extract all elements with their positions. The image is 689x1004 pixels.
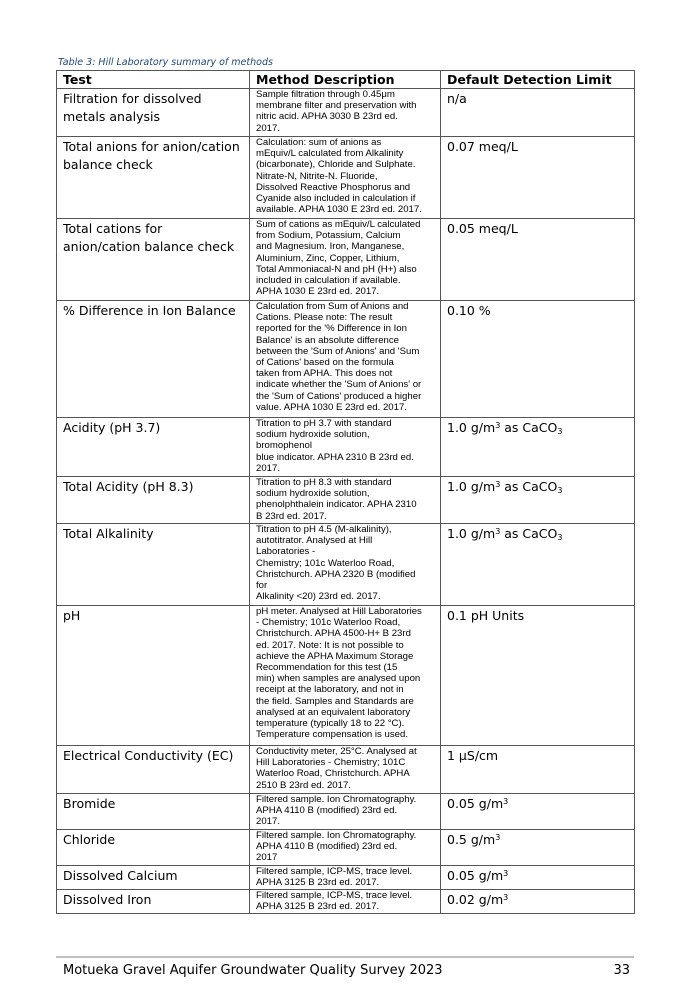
limit-value: 1.0 g/m bbox=[447, 526, 496, 541]
limit-superscript: 3 bbox=[495, 480, 501, 489]
limit-unit: as CaCO bbox=[500, 479, 558, 494]
header-method-description: Method Description bbox=[250, 71, 441, 89]
table-row bbox=[57, 606, 635, 746]
table-row bbox=[57, 830, 635, 866]
method-cell: Calculation: sum of anions as mEquiv/L calculated from Alkalinity (bicarbonate), Chloride and Sulphate. Nitrate-N, Nitrite-N. Fluoride, Dissolved Reactive Phosphorus and Cyanide also included in calculation if available. APHA 1030 E 23rd ed. 2017. bbox=[250, 137, 441, 219]
method-cell: Filtered sample, ICP-MS, trace level. APHA 3125 B 23rd ed. 2017. bbox=[250, 866, 441, 890]
method-cell: Sum of cations as mEquiv/L calculated from Sodium, Potassium, Calcium and Magnesium. Iron, Manganese, Aluminium, Zinc, Copper, Lithium, Total Ammoniacal-N and pH (H+) also included in calculation if available. APHA 1030 E 23rd ed. 2017. bbox=[250, 219, 441, 301]
method-cell: Sample filtration through 0.45μm membrane filter and preservation with nitric acid. APHA 3030 B 23rd ed. 2017. bbox=[250, 89, 441, 137]
limit-superscript: 3 bbox=[503, 893, 509, 902]
footer-title: Motueka Gravel Aquifer Groundwater Quality Survey 2023 bbox=[63, 963, 443, 978]
method-cell: Titration to pH 4.5 (M-alkalinity), autotitrator. Analysed at Hill Laboratories - Chemistry; 101c Waterloo Road, Christchurch. APHA 2320 B (modified for Alkalinity <20) 23rd ed. 2017. bbox=[250, 524, 441, 606]
limit-cell: 0.07 meq/L bbox=[441, 137, 635, 219]
test-cell: Electrical Conductivity (EC) bbox=[57, 746, 250, 794]
table-row bbox=[57, 866, 635, 890]
limit-subscript: 3 bbox=[557, 533, 563, 542]
test-cell: Total anions for anion/cation balance check bbox=[57, 137, 250, 219]
method-cell: Titration to pH 3.7 with standard sodium hydroxide solution, bromophenol blue indicator. APHA 2310 B 23rd ed. 2017. bbox=[250, 418, 441, 477]
limit-value: 0.5 g/m bbox=[447, 832, 496, 847]
limit-cell bbox=[441, 890, 635, 914]
test-cell: Total Alkalinity bbox=[57, 524, 250, 606]
test-cell: pH bbox=[57, 606, 250, 746]
footer-divider bbox=[56, 956, 634, 958]
method-cell: Titration to pH 8.3 with standard sodium hydroxide solution, phenolphthalein indicator. APHA 2310 B 23rd ed. 2017. bbox=[250, 477, 441, 524]
page-number: 33 bbox=[613, 963, 630, 978]
limit-superscript: 3 bbox=[495, 421, 501, 430]
test-cell: Dissolved Calcium bbox=[57, 866, 250, 890]
limit-superscript: 3 bbox=[495, 833, 501, 842]
limit-value: 0.05 g/m bbox=[447, 796, 504, 811]
limit-superscript: 3 bbox=[503, 797, 509, 806]
header-test: Test bbox=[57, 71, 250, 89]
limit-value: 0.02 g/m bbox=[447, 892, 504, 907]
test-cell: % Difference in Ion Balance bbox=[57, 301, 250, 418]
table-row bbox=[57, 219, 635, 301]
table-row bbox=[57, 477, 635, 524]
method-cell: pH meter. Analysed at Hill Laboratories - Chemistry; 101c Waterloo Road, Christchurch. APHA 4500-H+ B 23rd ed. 2017. Note: It is not possible to achieve the APHA Maximum Storage Recommendation for this test (15 min) when samples are analysed upon receipt at the laboratory, and not in the field. Samples and Standards are analysed at an equivalent laboratory temperature (typically 18 to 22 °C). Temperature compensation is used. bbox=[250, 606, 441, 746]
test-cell: Total Acidity (pH 8.3) bbox=[57, 477, 250, 524]
table-row bbox=[57, 418, 635, 477]
limit-subscript: 3 bbox=[557, 427, 563, 436]
limit-cell: 1 μS/cm bbox=[441, 746, 635, 794]
limit-cell bbox=[441, 477, 635, 524]
methods-table bbox=[56, 70, 635, 914]
test-cell: Chloride bbox=[57, 830, 250, 866]
limit-subscript: 3 bbox=[557, 486, 563, 495]
table-caption: Table 3: Hill Laboratory summary of methods bbox=[58, 57, 273, 68]
test-cell: Bromide bbox=[57, 794, 250, 830]
limit-unit: as CaCO bbox=[500, 526, 558, 541]
limit-value: 1.0 g/m bbox=[447, 479, 496, 494]
test-cell: Dissolved Iron bbox=[57, 890, 250, 914]
limit-superscript: 3 bbox=[503, 869, 509, 878]
limit-cell bbox=[441, 524, 635, 606]
limit-superscript: 3 bbox=[495, 527, 501, 536]
table-row bbox=[57, 301, 635, 418]
test-cell: Acidity (pH 3.7) bbox=[57, 418, 250, 477]
table-row bbox=[57, 746, 635, 794]
method-cell: Conductivity meter, 25°C. Analysed at Hill Laboratories - Chemistry; 101C Waterloo Road, Christchurch. APHA 2510 B 23rd ed. 2017. bbox=[250, 746, 441, 794]
table-row bbox=[57, 137, 635, 219]
limit-cell: 0.10 % bbox=[441, 301, 635, 418]
method-cell: Filtered sample, ICP-MS, trace level. APHA 3125 B 23rd ed. 2017. bbox=[250, 890, 441, 914]
table-row bbox=[57, 89, 635, 137]
method-cell: Filtered sample. Ion Chromatography. APHA 4110 B (modified) 23rd ed. 2017 bbox=[250, 830, 441, 866]
limit-cell bbox=[441, 794, 635, 830]
limit-cell: n/a bbox=[441, 89, 635, 137]
limit-cell: 0.05 meq/L bbox=[441, 219, 635, 301]
table-row bbox=[57, 890, 635, 914]
limit-value: 0.05 g/m bbox=[447, 868, 504, 883]
test-cell: Total cations for anion/cation balance check bbox=[57, 219, 250, 301]
table-row bbox=[57, 794, 635, 830]
table-row bbox=[57, 524, 635, 606]
test-cell: Filtration for dissolved metals analysis bbox=[57, 89, 250, 137]
limit-cell: 0.1 pH Units bbox=[441, 606, 635, 746]
limit-cell bbox=[441, 418, 635, 477]
method-cell: Filtered sample. Ion Chromatography. APHA 4110 B (modified) 23rd ed. 2017. bbox=[250, 794, 441, 830]
limit-cell bbox=[441, 830, 635, 866]
limit-value: 1.0 g/m bbox=[447, 420, 496, 435]
header-detection-limit: Default Detection Limit bbox=[441, 71, 635, 89]
limit-unit: as CaCO bbox=[500, 420, 558, 435]
table-header-row bbox=[57, 71, 635, 89]
method-cell: Calculation from Sum of Anions and Cations. Please note: The result reported for the '% Difference in Ion Balance' is an absolute difference between the 'Sum of Anions' and 'Sum of Cations' based on the formula taken from APHA. This does not indicate whether the 'Sum of Anions' or the 'Sum of Cations' produced a higher value. APHA 1030 E 23rd ed. 2017. bbox=[250, 301, 441, 418]
limit-cell bbox=[441, 866, 635, 890]
